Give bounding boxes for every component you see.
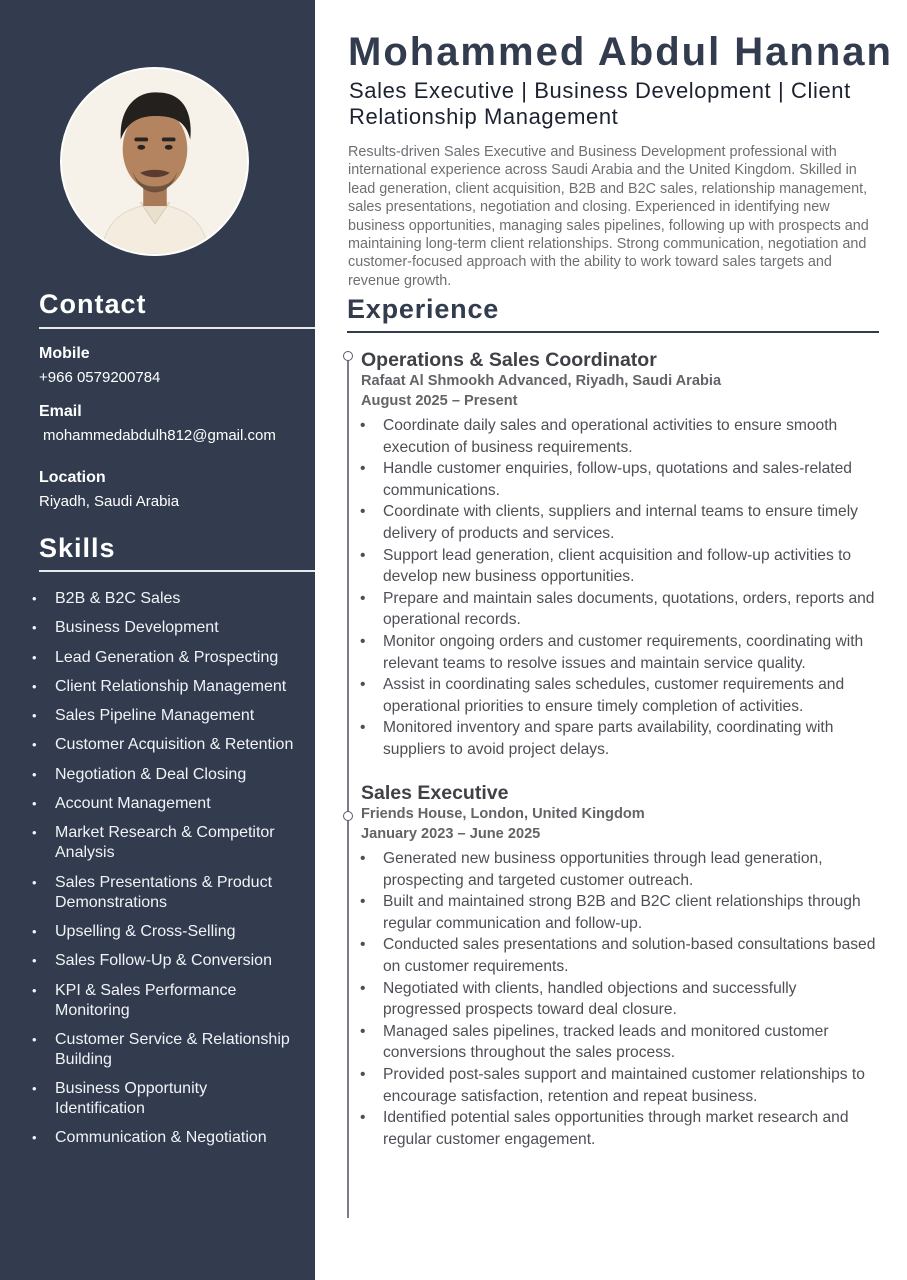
skills-heading: Skills (39, 533, 116, 563)
job-bullet: • Identified potential sales opportunities through market research and regular customer engagement. (358, 1107, 878, 1150)
job-dates: August 2025 – Present (361, 393, 518, 409)
job-dates: January 2023 – June 2025 (361, 826, 541, 842)
skill-item: • Communication & Negotiation (30, 1128, 300, 1148)
candidate-name: Mohammed Abdul Hannan (348, 30, 893, 74)
job-company: Friends House, London, United Kingdom (361, 806, 645, 822)
contact-heading: Contact (39, 289, 147, 319)
job-bullet: • Managed sales pipelines, tracked leads and monitored customer conversions throughout the sales process. (358, 1021, 878, 1064)
job-bullet: • Handle customer enquiries, follow-ups, quotations and sales-related communications. (358, 458, 878, 501)
skill-item: • Business Opportunity Identification (30, 1079, 300, 1119)
job-bullet: • Monitor ongoing orders and customer requirements, coordinating with relevant teams to resolve issues and maintain service quality. (358, 631, 878, 674)
timeline-dot (343, 811, 353, 821)
job-bullet: • Coordinate with clients, suppliers and internal teams to ensure timely delivery of products and services. (358, 501, 878, 544)
candidate-headline: Sales Executive | Business Development | Client Relationship Management (349, 78, 851, 129)
job-bullet: • Negotiated with clients, handled objections and successfully progressed prospects toward deal closure. (358, 978, 878, 1021)
skill-item: • Sales Presentations & Product Demonstrations (30, 873, 300, 913)
skills-divider (39, 570, 315, 572)
skill-item: • Market Research & Competitor Analysis (30, 823, 300, 863)
mobile-value: +966 0579200784 (39, 369, 161, 386)
job-bullets (358, 848, 878, 1150)
skill-item: • Upselling & Cross-Selling (30, 922, 300, 942)
email-value: mohammedabdulh812@gmail.com (43, 427, 276, 444)
profile-photo (60, 67, 249, 256)
job-bullet: • Support lead generation, client acquisition and follow-up activities to develop new business opportunities. (358, 545, 878, 588)
contact-divider (39, 327, 315, 329)
skill-item: • Negotiation & Deal Closing (30, 765, 300, 785)
job-title: Sales Executive (361, 782, 509, 804)
location-label: Location (39, 469, 106, 486)
skill-item: • Customer Service & Relationship Building (30, 1030, 300, 1070)
skill-item: • Account Management (30, 794, 300, 814)
timeline-dot (343, 351, 353, 361)
skill-item: • Business Development (30, 618, 300, 638)
mobile-label: Mobile (39, 345, 90, 362)
job-bullet: • Prepare and maintain sales documents, quotations, orders, reports and operational records. (358, 588, 878, 631)
experience-divider (347, 331, 879, 333)
avatar (62, 69, 247, 254)
job-bullet: • Built and maintained strong B2B and B2C client relationships through regular communication and follow-up. (358, 891, 878, 934)
job-bullet: • Generated new business opportunities through lead generation, prospecting and targeted customer outreach. (358, 848, 878, 891)
profile-summary: Results-driven Sales Executive and Business Development professional with international experience across Saudi Arabia and the United Kingdom. Skilled in lead generation, client acquisition, B2B and B2C sales, relationship management, sales presentations, negotiation and closing. Experienced in identifying new business opportunities, managing sales pipelines, following up with prospects and maintaining long-term client relationships. Strong communication, negotiation and customer-focused approach with the ability to work toward sales targets and revenue growth. (348, 144, 869, 289)
skills-list (30, 589, 300, 1158)
skill-item: • Sales Follow-Up & Conversion (30, 951, 300, 971)
timeline-line (347, 357, 349, 1218)
skill-item: • Lead Generation & Prospecting (30, 648, 300, 668)
sidebar (0, 0, 315, 1280)
job-bullet: • Coordinate daily sales and operational activities to ensure smooth execution of business requirements. (358, 415, 878, 458)
skill-item: • Sales Pipeline Management (30, 706, 300, 726)
job-bullet: • Provided post-sales support and maintained customer relationships to encourage satisfaction, retention and repeat business. (358, 1064, 878, 1107)
email-label: Email (39, 403, 82, 420)
job-bullet: • Assist in coordinating sales schedules, customer requirements and operational priorities to ensure timely completion of activities. (358, 674, 878, 717)
job-company: Rafaat Al Shmookh Advanced, Riyadh, Saudi Arabia (361, 373, 722, 389)
skill-item: • KPI & Sales Performance Monitoring (30, 981, 300, 1021)
job-bullet: • Monitored inventory and spare parts availability, coordinating with suppliers to avoid project delays. (358, 717, 878, 760)
skill-item: • Customer Acquisition & Retention (30, 735, 300, 755)
skill-item: • B2B & B2C Sales (30, 589, 300, 609)
job-bullets (358, 415, 878, 761)
job-bullet: • Conducted sales presentations and solution-based consultations based on customer requirements. (358, 934, 878, 977)
experience-heading: Experience (347, 294, 500, 324)
location-value: Riyadh, Saudi Arabia (39, 493, 180, 510)
skill-item: • Client Relationship Management (30, 677, 300, 697)
job-title: Operations & Sales Coordinator (361, 349, 657, 371)
